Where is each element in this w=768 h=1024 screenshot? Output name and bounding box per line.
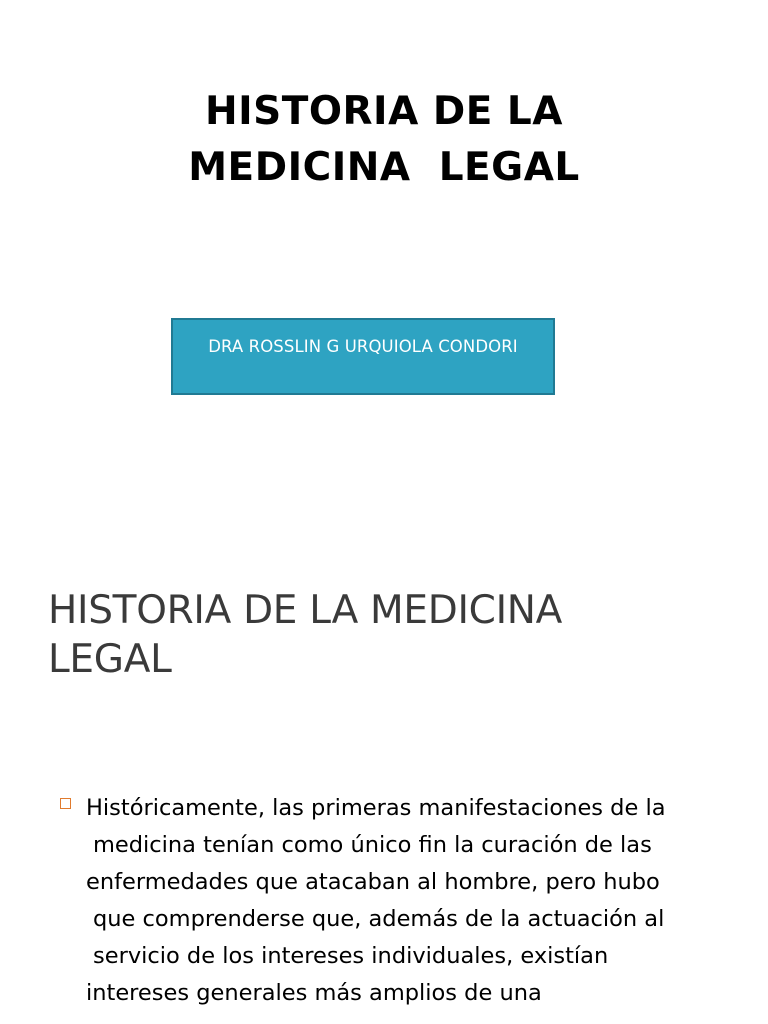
bullet-line: enfermedades que atacaban al hombre, pero hubo [86, 869, 660, 895]
slide-2-title [48, 586, 728, 684]
slide-2-title-line-1: HISTORIA DE LA MEDICINA [48, 588, 563, 633]
slide-2-title-line-2: LEGAL [48, 637, 172, 682]
bullet-line: Históricamente, las primeras manifestaciones de la [86, 795, 666, 821]
bullet-line: medicina tenían como único fin la curación de las [93, 832, 652, 858]
slide-1-title-line-2: MEDICINA LEGAL [188, 145, 580, 190]
slide-1-title [0, 84, 768, 196]
author-name: DRA ROSSLIN G URQUIOLA CONDORI [208, 337, 518, 356]
slide-1-title-line-1: HISTORIA DE LA [205, 89, 563, 134]
author-box [171, 318, 555, 395]
bullet-line: servicio de los intereses individuales, existían [93, 943, 609, 969]
hollow-square-bullet-icon [60, 798, 71, 809]
bullet-line: que comprenderse que, además de la actuación al [93, 906, 665, 932]
bullet-line: intereses generales más amplios de una [86, 980, 542, 1006]
bullet-text [86, 790, 666, 1012]
